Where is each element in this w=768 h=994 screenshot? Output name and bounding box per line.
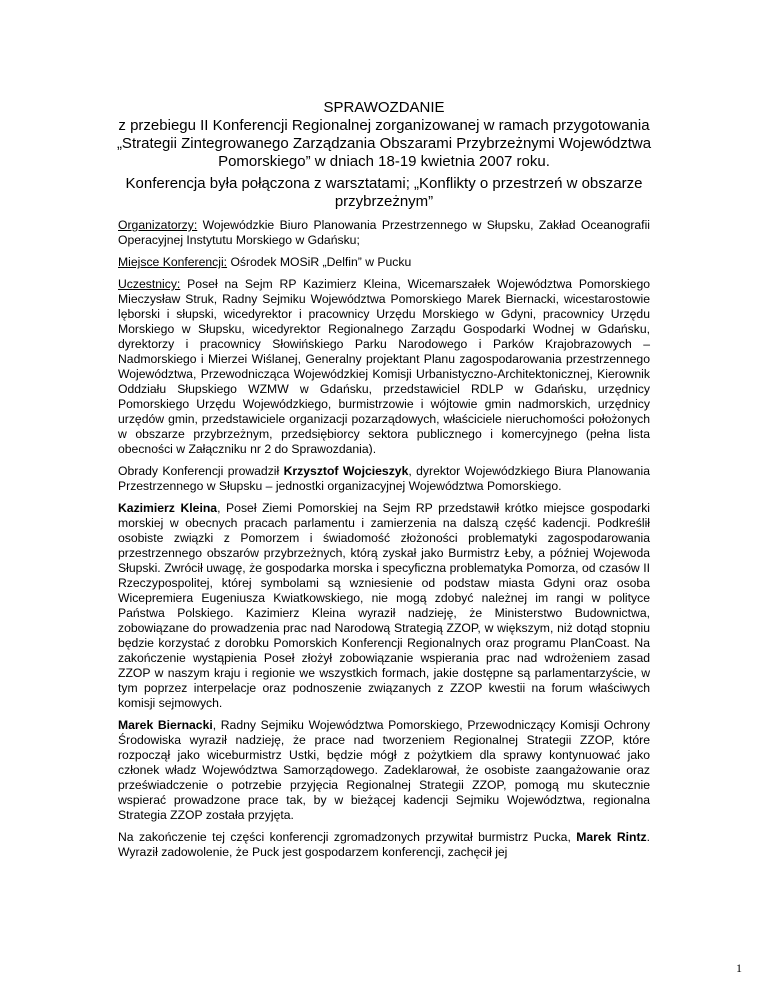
rintz-after: . Wyraził zadowolenie, że Puck jest gospodarzem konferencji, zachęcił jej: [118, 830, 651, 859]
venue-paragraph: [118, 255, 650, 270]
page-number: 1: [736, 961, 742, 975]
rintz-name: Marek Rintz: [576, 830, 647, 844]
kleina-paragraph: [118, 501, 650, 711]
participants-label: Uczestnicy:: [118, 277, 181, 291]
title-line-3: „Strategii Zintegrowanego Zarządzania Obszarami Przybrzeżnymi Województwa Pomorskiego” w dniach 18-19 kwietnia 2007 roku.: [116, 135, 652, 170]
report-body: [118, 218, 650, 867]
biernacki-name: Marek Biernacki: [118, 718, 213, 732]
rintz-before: Na zakończenie tej części konferencji zgromadzonych przywitał burmistrz Pucka,: [118, 830, 577, 844]
organizers-label: Organizatorzy:: [118, 218, 198, 232]
organizers-text: Wojewódzkie Biuro Planowania Przestrzennego w Słupsku, Zakład Oceanografii Operacyjnej Instytutu Morskiego w Gdańsku;: [118, 218, 650, 247]
title-line-2: z przebiegu II Konferencji Regionalnej zorganizowanej w ramach przygotowania: [118, 117, 650, 134]
report-title: [110, 99, 658, 171]
organizers-paragraph: [118, 218, 650, 248]
venue-text: Ośrodek MOSiR „Delfin” w Pucku: [227, 255, 412, 269]
moderation-after: , dyrektor Wojewódzkiego Biura Planowania Przestrzennego w Słupsku – jednostki organizacyjnej Województwa Pomorskiego.: [118, 464, 650, 493]
title-line-1: SPRAWOZDANIE: [323, 99, 445, 116]
participants-text: Poseł na Sejm RP Kazimierz Kleina, Wicemarszałek Województwa Pomorskiego Mieczysław Struk, Radny Sejmiku Województwa Pomorskiego Marek Biernacki, wicestarostowie lęborski i słupski, wicedyrektor i pracownicy Urzędu Morskiego w Gdyni, pracownicy Urzędu Morskiego w Słupsku, wicedyrektor Regionalnego Zarządu Gospodarki Wodnej w Gdańsku, dyrektorzy i pracownicy Słowińskiego Parku Narodowego i Parków Krajobrazowych – Nadmorskiego i Mierzei Wiślanej, Generalny projektant Planu zagospodarowania przestrzennego Województwa, Przewodnicząca Wojewódzkiej Komisji Urbanistyczno-Architektonicznej, Kierownik Oddziału Słupskiego WZMW w Gdańsku, przedstawiciel RDLP w Gdańsku, urzędnicy Pomorskiego Urzędu Wojewódzkiego, burmistrzowie i wójtowie gmin nadmorskich, urzędnicy urzędów gmin, przedstawiciele organizacji pozarządowych, właściciele nieruchomości położonych w obszarze przybrzeżnym, przedsiębiorcy sektora publicznego i komercyjnego (pełna lista obecności w Załączniku nr 2 do Sprawozdania).: [118, 277, 650, 456]
moderator-name: Krzysztof Wojcieszyk: [283, 464, 409, 478]
moderation-paragraph: [118, 464, 650, 494]
report-subtitle: Konferencja była połączona z warsztatami; „Konflikty o przestrzeń w obszarze przybrzeżnym”: [125, 175, 643, 210]
rintz-paragraph: [118, 830, 650, 860]
biernacki-paragraph: [118, 718, 650, 823]
kleina-name: Kazimierz Kleina: [118, 501, 218, 515]
participants-paragraph: [118, 277, 650, 457]
kleina-text: , Poseł Ziemi Pomorskiej na Sejm RP przedstawił krótko miejsce gospodarki morskiej w obecnych pracach parlamentu i zamierzenia na dalszą część kadencji. Podkreślił osobiste związki z Pomorzem i świadomość złożoności problematyki zagospodarowania przestrzennego obszarów przybrzeżnych, którą zyskał jako Burmistrz Łeby, a później Wojewoda Słupski. Zwrócił uwagę, że gospodarka morska i specyficzna problematyka Pomorza, od czasów II Rzeczypospolitej, której symbolami są wzniesienie od podstaw miasta Gdyni oraz osoba Wicepremiera Eugeniusza Kwiatkowskiego, nie mogą zdobyć należnej im rangi w polityce Państwa Polskiego. Kazimierz Kleina wyraził nadzieję, że Ministerstwo Budownictwa, zobowiązane do prowadzenia prac nad Narodową Strategią ZZOP, w większym, niż dotąd stopniu będzie korzystać z dorobku Pomorskich Konferencji Regionalnych oraz programu PlanCoast. Na zakończenie wystąpienia Poseł złożył zobowiązanie wspierania prac nad wdrożeniem zasad ZZOP w naszym kraju i regionie we wszystkich formach, jakie dostępne są parlamentarzyście, w tym poprzez interpelacje oraz podnoszenie związanych z ZZOP kwestii na forum właściwych komisji sejmowych.: [118, 501, 650, 710]
moderation-before: Obrady Konferencji prowadził: [118, 464, 284, 478]
biernacki-text: , Radny Sejmiku Województwa Pomorskiego, Przewodniczący Komisji Ochrony Środowiska wyraził nadzieję, że prace nad tworzeniem Regionalnej Strategii ZZOP, które rozpoczął jako wiceburmistrz Ustki, będzie mógł z pożytkiem dla sprawy kontynuować jako członek władz Województwa Samorządowego. Zadeklarował, że osobiste zaangażowanie oraz przeświadczenie o potrzebie przyjęcia Regionalnej Strategii ZZOP, pomogą mu skutecznie wspierać prowadzone prace tak, by w bieżącej kadencji Sejmiku Województwa, regionalna Strategia ZZOP została przyjęta.: [118, 718, 650, 822]
venue-label: Miejsce Konferencji:: [118, 255, 228, 269]
